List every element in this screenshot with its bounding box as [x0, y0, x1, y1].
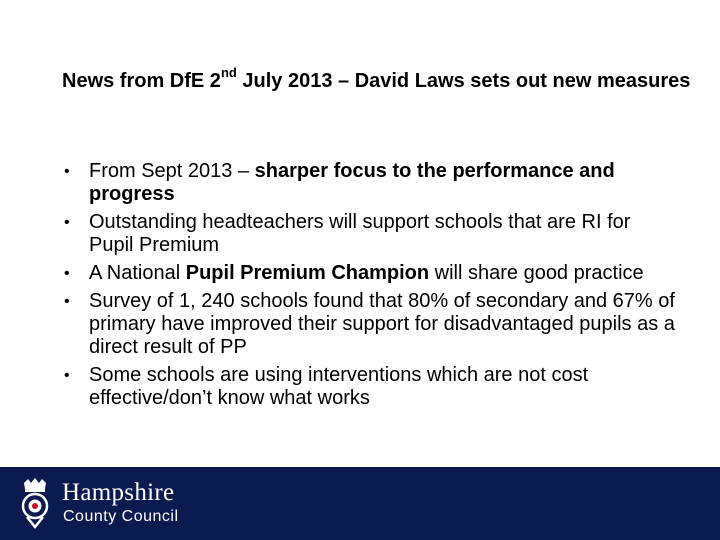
title-text-part2: July 2013 – David Laws sets out new measures: [236, 70, 691, 92]
bullet-item: [60, 262, 680, 285]
bullet-text: A National: [89, 262, 186, 284]
org-name: Hampshire: [62, 479, 175, 506]
title-text-part1: News from DfE 2: [62, 70, 221, 92]
footer-bar: [0, 467, 720, 540]
bullet-item: [60, 160, 680, 206]
slide-title: [62, 65, 702, 94]
bullet-marker: •: [64, 367, 70, 384]
bullet-marker: •: [64, 265, 70, 282]
bullet-marker: •: [64, 214, 70, 231]
org-subtitle: County Council: [63, 508, 179, 525]
bullet-list: [60, 160, 680, 415]
bullet-item: [60, 211, 680, 257]
bullet-text: From Sept 2013 –: [89, 160, 255, 182]
bullet-marker: •: [64, 293, 70, 310]
bullet-item: [60, 364, 680, 410]
bullet-text: Some schools are using interventions which are not cost effective/don’t know what works: [89, 364, 589, 409]
bullet-bold-text: Pupil Premium Champion: [185, 262, 430, 284]
bullet-text: Survey of 1, 240 schools found that 80% of secondary and 67% of primary have improved their support for disadvantaged pupils as a direct result of PP: [89, 290, 675, 358]
title-superscript: nd: [220, 65, 237, 81]
bullet-text: will share good practice: [429, 262, 644, 284]
bullet-text: Outstanding headteachers will support schools that are RI for Pupil Premium: [89, 211, 631, 256]
bullet-bold-text: sharper focus to the performance and progress: [89, 160, 615, 205]
bullet-marker: •: [64, 163, 70, 180]
crest-logo-icon: [18, 477, 52, 531]
bullet-item: [60, 290, 680, 359]
